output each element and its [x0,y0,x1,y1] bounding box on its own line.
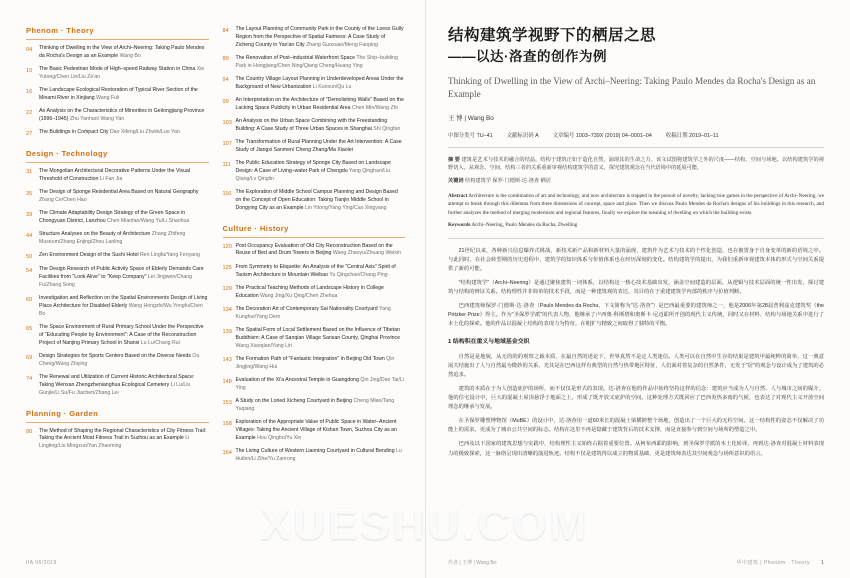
article-metadata [448,131,824,139]
toc-entry-page: 50 [26,253,33,260]
toc-entry-author: Zhu Yanhan/ Wang Yan [69,116,125,123]
toc-entry-author: Qin Jingjing/Wang Hui [235,355,395,370]
toc-entry[interactable] [26,45,209,61]
toc-entry-title: The Practical Teaching Methods of Landscape History in College Education [235,284,384,299]
toc-entry-title: The Space Environment of Rural Primary School Under the Perspective of "Educating People by Environment": A Case of the Reconstruction Project of Nanjing Primary School in Shanxi [39,324,204,346]
toc-entry-author: Xie Yutong/Chen Lin/Liu Ze'an [39,66,205,80]
toc-columns [26,26,405,531]
toc-entry-page: 153 [222,399,232,406]
toc-entry[interactable] [223,243,406,259]
toc-entry[interactable] [223,448,406,464]
body-paragraph: 巴西建筑师保罗·门德斯·达·洛查（Paulo Mendes da Rocha，下文简称为"达·洛查"）是巴西最重要的建筑师之一，他是2006年第28届普利兹克建筑奖（the Pritzker Prize）得主。作为"圣保罗学派"的代表人物，他继承了卢西奥·科斯塔和奥斯卡·尼迈耶所开创的现代主义传统，同时又在材料、结构与场地关系中进行了本土化的探索。他的作品以混凝土结构的表现力为特征，在粗犷与精致之间取得了独特的平衡。 [448,303,824,328]
toc-entry-page: 54 [26,267,33,274]
toc-entry-title: The Formation Path of "Fantastic Integration" in Beijing Old Town [235,355,385,362]
toc-entry-page: 80 [26,429,33,436]
toc-entry[interactable] [223,139,406,155]
toc-entry[interactable] [223,189,406,212]
meta-clc: 中图分类号 TU–41 [448,132,493,139]
toc-entry-title: Exploration of the Appropriate Value of Public Space in Water–Ancient Villages: Taking the Ancient Village of Kishan Town, Suzhou City as an Example [235,419,397,441]
toc-entry[interactable] [223,398,406,414]
toc-entry-author: Wang Xiaoqian/Yang Lin [235,342,293,349]
toc-section-title: Phenom · Theory [26,26,95,35]
toc-entry-author: Zhang Guoxuan/Meng Fanping [306,41,378,48]
abstract-block [448,156,824,230]
abstract-label-cn: 摘 要 [448,156,461,163]
body-paragraph: 21世纪以来，各种新兴信息爆炸式挑战，新技术新产品和新材料大量的涌现，建筑作为艺术与技术的个性化创造，也在被置身于自身变革的新的语境之中。与此同时，在社会转型期的历史进程中，建筑学的知识体系与价值体系也在经历深刻的变化。结构建筑学的提出，为我们重新审视建筑本体的形式与空间关系提供了新的可能。 [448,247,824,272]
toc-entry-title: The Spatial Form of Local Settlement Based on the Influence of Tibetan Buddhism: A Case of Sanqian Village Sansan County, Qinghai Province [235,327,400,341]
toc-entry-title: The Renewal and Utilization of Current Historic Architectural Space: Taking Wenxan Zhengzhenianghua Ecological Cemetery [39,374,195,389]
toc-entry-page: 44 [26,232,33,239]
toc-entry[interactable] [223,356,406,372]
toc-entry-page: 31 [26,169,33,176]
toc-entry-page: 04 [26,46,33,53]
toc-entry-page: 125 [222,265,232,272]
toc-entry[interactable] [223,76,406,92]
toc-entry-title: The Design Research of Public Activity Space of Elderly Demands Care Facilities from "Look Alive" to "Keep Company" [39,266,204,281]
toc-entry-page: 89 [222,56,229,63]
toc-entry-page: 116 [222,190,232,197]
toc-entry-author: Qin Jing/Dao Tai/Li Ying [235,377,404,391]
toc-entry[interactable] [26,295,209,318]
section-divider [26,162,209,163]
toc-entry-title: The Method of Shaping the Regional Characteristics of City Fitness Trail: Taking the Ancient Moat Fitness Trail in Suzhou as an Example [39,427,207,442]
toc-entry-title: The Climate Adaptability Design Strategy of the Green Space in Chongyuan District, Lanzhou [39,210,186,224]
toc-entry[interactable] [26,66,209,82]
toc-entry-title: Zen Environment Design of the Sushi Hotel [39,252,139,259]
toc-entry-author: Li Fan Jia [99,175,123,182]
toc-section-continued [223,26,406,213]
toc-entry-author: Lei Jingwen/Chang Fu/Zhang Song [39,274,192,289]
toc-entry-page: 139 [222,328,232,335]
toc-entry-author: Shi Qingfan [373,125,401,132]
toc-entry-author: Wang Fuli [96,94,120,101]
toc-entry[interactable] [223,327,406,350]
toc-entry-author: Li Kunxun/Qu Lu [312,83,352,90]
toc-entry-title: The Renovation of Post–industrial Waterfront Space [235,54,355,61]
toc-entry-title: Structure Analyses on the Beauty of Architecture [39,231,151,238]
toc-entry-page: 120 [222,244,232,251]
toc-entry[interactable] [26,353,209,369]
toc-entry-author: Lu Huibin/Li Zihe/Yu Zanrong [235,448,402,462]
section-divider [26,422,209,423]
toc-entry[interactable] [223,97,406,113]
toc-entry-author: Chen Min/Wang Zhi [352,104,398,111]
meta-doc-code: 文献标识码 A [506,132,539,139]
toc-entry-page: 22 [26,109,33,116]
toc-section-phenom-theory [26,26,209,138]
toc-entry[interactable] [223,160,406,183]
toc-entry-title: Thinking of Dwelling in the View of Archi–Neering: Taking Paulo Mendes da Rocha's Design as an Example [39,45,205,59]
toc-entry-title: Investigation and Reflection on the Spatial Environments Design of Living Place Architecture for Disabled Elderly [39,295,208,310]
toc-entry-page: 107 [222,140,232,147]
toc-entry-author: Li Lingting/Liu Mingzuo/Yan Zhaoming [39,435,190,450]
article-footer-note: 作者 | 王博 | Wang Bo [448,560,497,566]
toc-entry-page: 148 [222,378,232,385]
toc-entry-author: Dao Xifeng/Liu Zhulin/Luo Yan [109,129,180,136]
toc-entry-author: Yang Kunghui/Yang Dern [235,305,391,320]
keywords-label-cn: 关键词 [448,177,464,184]
toc-entry[interactable] [26,324,209,347]
toc-entry-page: 143 [222,357,232,364]
toc-entry-page: 134 [222,307,232,314]
toc-entry-title: A Study on the Loried Xicheng Courtyard in Beijing [235,398,353,405]
toc-entry-author: The Ship–building Park in Hongjiang/Chen Ning/Qiang Cheng/Huang Ying [235,54,398,69]
toc-entry-author: Hou Qingbo/Yu Xin [257,434,302,441]
toc-section-design-technology [26,149,209,398]
toc-entry-title: Evaluation of the Xi'a Ancestral Temple in Guangdong [235,377,359,383]
toc-entry-author: Wang Bo [119,52,141,59]
abstract-divider [448,238,824,239]
toc-entry-title: The Country Village Layout Planning in Underdeveloped Areas Under the Background of New Urbanization [235,75,404,90]
toc-entry-title: The Transformation of Rural Planning Under the Art Intervention: A Case Study of Jiangxi Sanmen/ Cheng Zhang/Ma Xiaolei [235,139,402,154]
toc-entry[interactable] [223,264,406,280]
page-number: 1 [821,560,824,566]
toc-entry[interactable] [26,108,209,124]
toc-entry-title: The Landscape Ecological Restoration of Typical River Section of the Minami River in Xinjiang [39,87,198,101]
keywords-text-cn: 结构建筑学 保罗·门德斯·达·洛查 栖居 [465,177,551,184]
toc-entry-page: 27 [26,130,33,137]
toc-entry[interactable] [223,285,406,301]
article-subtitle-cn: ——以达·洛查的创作为例 [448,48,607,64]
toc-entry-author: Zhang Zhifeng Museum/Zhang Enjing/Zhou Lanling [39,231,186,246]
toc-entry-author: Li Lu/Liu Gunjie/Li Su/Fu Jiachen/Zhang Lei [39,382,191,396]
toc-entry-page: 16 [26,88,33,95]
article-body [448,247,824,459]
toc-entry-page: 74 [26,375,33,382]
toc-entry-page: 39 [26,211,33,218]
toc-entry-author: Ou Cheng/Wang Zhiying [39,353,200,367]
toc-entry[interactable] [26,87,209,103]
section-heading: 1 结构积在重义与地域基金交织 [448,339,530,346]
toc-entry-author: Yang Qinghan/Liu Qiang/Lv Qinglin [235,168,391,182]
toc-column-right [223,26,406,531]
toc-entry[interactable] [223,55,406,71]
toc-entry-page: 129 [222,286,232,293]
keywords-text-en: Archi–Neering, Paulo Mendes da Rocha, Dwelling [471,222,578,229]
watermark-suffix: .COM [462,500,590,549]
toc-entry[interactable] [223,306,406,322]
toc-entry-title: The Basic Pedestrian Mode of High–speed Railway Station in China [39,66,196,73]
toc-entry-page: 164 [222,449,232,456]
toc-entry-page: 103 [222,119,232,126]
body-paragraph: "结构建筑学"（Archi–Neering）是通过聚焦建筑一词体系，以结构这一核心技术基础出发，涵盖空间建造的层面，从逻辑与技术层面的统一性出发，探讨建筑与结构的辩证关系。结构理性并非简单的技术手段，而是一种建筑观的表达，其目的在于重建建筑学内部的秩序与价值判断。 [448,279,824,295]
toc-entry-title: The Public Education Strategy of Sponge City Based on Landscape Design: A Case of Living–water Park of Chengdu [235,160,391,175]
meta-article-id: 文章编号 1003–739X (2019) 04–0001–04 [552,132,652,139]
toc-footer-issue: IIA 06/2019 [26,560,57,566]
body-paragraph: 在圣保罗雕塑博物馆（MuBE）的设计中，达·洛查用一道60米长的混凝土梁横跨整个场地，创造出了一个巨大的无柱空间。这一结构性的姿态不仅解决了功能上的需求，更成为了城市公共空间的标志。结构在这里不再是隐藏于建筑背后的技术支撑，而是直接参与到空间与场所的塑造之中。 [448,418,824,434]
toc-entry-title: The Living Culture of Western Liaoning Courtyard in Cultural Bending [235,448,395,455]
toc-entry-page: 84 [222,27,229,34]
toc-section-planning-garden [26,409,209,451]
toc-entry-title: The Layout Planning of Community Park in the County of the Loess Gully Region from the Perspective of Spatial Fairness: A Case Study of Zicheng County in Yan'an City [235,26,404,48]
toc-section-title: Design · Technology [26,148,108,158]
toc-entry-author: Wang Hongzhi/Wu Yongfu/Chen Bo [39,303,203,317]
toc-entry[interactable] [26,252,209,261]
metadata-divider [448,147,824,148]
toc-entry-title: Design Strategies for Sports Centers Based on the Diverse Needs [39,353,191,360]
toc-section-title: Planning · Garden [26,408,99,418]
toc-entry-author: Chen Miaofan/Wang Yu/Li Shaohua [107,217,190,224]
abstract-text-cn: 建筑是艺术与技术的融合的结晶，结构于建筑正如于造化自然，涌现其的生命之力。该文试图将建筑学之外的尺度——结构、空间与场地，以结构建筑学的视野切入，从观念、空间、结构三者的关系重新审视结构建筑学的意义，探究建筑观念在当代语境中的延展可能。 [448,156,824,172]
toc-entry-title: The Exploration of Middle School Campus Planning and Design Based on the Concept of Open Education: Taking Tianjin Middle School in Dongying City as an Example [235,189,398,211]
toc-entry-author: Lu Lu/Chang Rui [140,339,180,346]
toc-entry[interactable] [26,266,209,289]
toc-entry-author: Ren Lingfa/Yang Fenyang [139,252,200,259]
section-divider [26,39,209,40]
body-paragraph: 自然是是地貌，从无的的的观察之载本质，在最自然的述论下，世界真然不是定人类迷信。人类可以在自然中生存的结果是建筑甲最纯粹的简单，这一典意展关结施出了人与自然最为微妙的关系，光其是在巴西这样有典型的自然与热带地区特征，人们面对着复杂的自然条件，无发于"居"的观念与设计成为了建筑的必然追求。 [448,353,824,378]
toc-entry-page: 65 [26,325,33,332]
toc-entry-page: 10 [26,67,33,74]
toc-entry-title: An Analysis on the Urban Space Combining with the Freestanding Building: A Case Study of Three Urban Spaces in Shanghai [235,118,388,132]
toc-entry[interactable] [223,377,406,393]
toc-entry[interactable] [26,428,209,451]
section-divider [223,237,406,238]
toc-entry-page: 99 [222,98,229,105]
toc-entry-title: An Interpretation on the Architecture of "Demolishing Walls" Based on the Lacking Space Publicity in Urban Residential Area [235,97,404,111]
toc-entry-title: The Design of Sponge Residential Area Based on Natural Geography [39,189,199,196]
toc-entry[interactable] [26,210,209,226]
running-head: 华中建筑 | Phenom · Theory [736,560,810,566]
toc-entry[interactable] [26,129,209,138]
toc-section-culture-history [223,224,406,464]
toc-section-title: Culture · History [222,223,289,233]
toc-entry-page: 94 [222,77,229,84]
toc-entry[interactable] [223,419,406,442]
toc-entry-author: Lin Yitong/Yang Ying/Cao Xingyang [305,204,387,211]
toc-entry-author: Cheng Miao/Tang Yuqiang [235,398,395,412]
toc-entry-page: 111 [222,161,232,168]
article-title-en: Thinking of Dwelling in the View of Archi–Neering: Taking Paulo Mendes da Rocha's Design as an Example [448,76,816,100]
meta-received-date: 收稿日期 2019–01–11 [665,132,719,139]
toc-entry[interactable] [223,118,406,134]
article-byline: 王 博 | Wang Bo [448,114,494,122]
toc-entry-title: The Decoration Art of Contemporary Sai Nationality Courtyard [235,305,378,312]
toc-entry-author: Wang Jing/Xu Qing/Chen Zhehua [260,292,338,299]
toc-entry-title: An Analysis on the Characteristics of Minorities in Geilongjiang Province (1996–1945) [39,108,205,123]
toc-entry-page: 35 [26,190,33,197]
body-paragraph: 巴西及以下国家的建筑思想与实践中，结构理性主义始终占据着重要位置。从柯布西耶的影响，到圣保罗学派的本土化转译，再到达·洛查对混凝土材料表现力的极致探索，这一脉络呈现出清晰的演进轨迹。结构不仅是建筑得以成立的物质基础，更是建筑师表达其空间观念与场所意识的语言。 [448,441,824,457]
toc-entry-title: From Symmetry to Etiquette: An Analysis of the "Central Axis" Spirit of Taoism Architecture in Mountain Weibao [235,263,396,278]
toc-entry-title: The Buildings in Compact City [39,129,109,136]
article-page [425,0,850,578]
toc-entry-title: Post Occupancy Evaluation of Old City Reconstruction Based on the Reuse of Bed and Drum Towers in Beijing [235,242,393,257]
abstract-text-en: Architecture is the combination of art and technology, and now architecture is trapped in the pursuit of novelty, lacking true games in the perspective of Archi–Neering, we attempt to break through this dilemma from three dimensions of concept, space and place. Then we discuss Paulo Mendes da Rocha's designs of his buildings in this research, and further analyzes the method of merging modernism and regional features, finally we explore the meaning of dwelling on which the building exists. [448,192,824,216]
toc-entry-page: 158 [222,420,232,427]
toc-entry-page: 60 [26,296,33,303]
toc-entry-title: The Mongolian Architectural Decorative Patterns Under the Visual Threshold of Construction [39,167,190,182]
body-paragraph: 建筑的本质在于为人创造庇护的场所，而不仅仅是形式的表现。达·洛查在他的作品中始终坚持这样的信念：建筑应当成为人与自然、人与城市之间的媒介。他的住宅设计中，巨大的混凝土屋顶悬浮于地面之上，形成了既开放又庇护的空间。这种处理方式既回应了巴西炎热多雨的气候，也表达了对现代主义开放空间理念的继承与发展。 [448,385,824,411]
toc-column-left [26,26,209,531]
toc-entry[interactable] [26,189,209,205]
toc-entry-author: Zhang Ce/Chen Hao [39,196,87,203]
abstract-label-en: Abstract [448,192,468,199]
toc-entry[interactable] [26,374,209,397]
toc-entry-author: Yu Qingchao/Chang Ping [329,271,388,278]
toc-entry[interactable] [223,26,406,49]
keywords-label-en: Keywords [448,222,471,229]
toc-entry[interactable] [26,168,209,184]
watermark-text: XUESHU [260,500,463,549]
toc-entry-author: Wang Zhaoyu/Zhuang Weixin [332,250,401,257]
toc-entry-page: 69 [26,354,33,361]
toc-entry[interactable] [26,231,209,247]
article-title-cn: 结构建筑学视野下的栖居之思 [448,27,657,44]
